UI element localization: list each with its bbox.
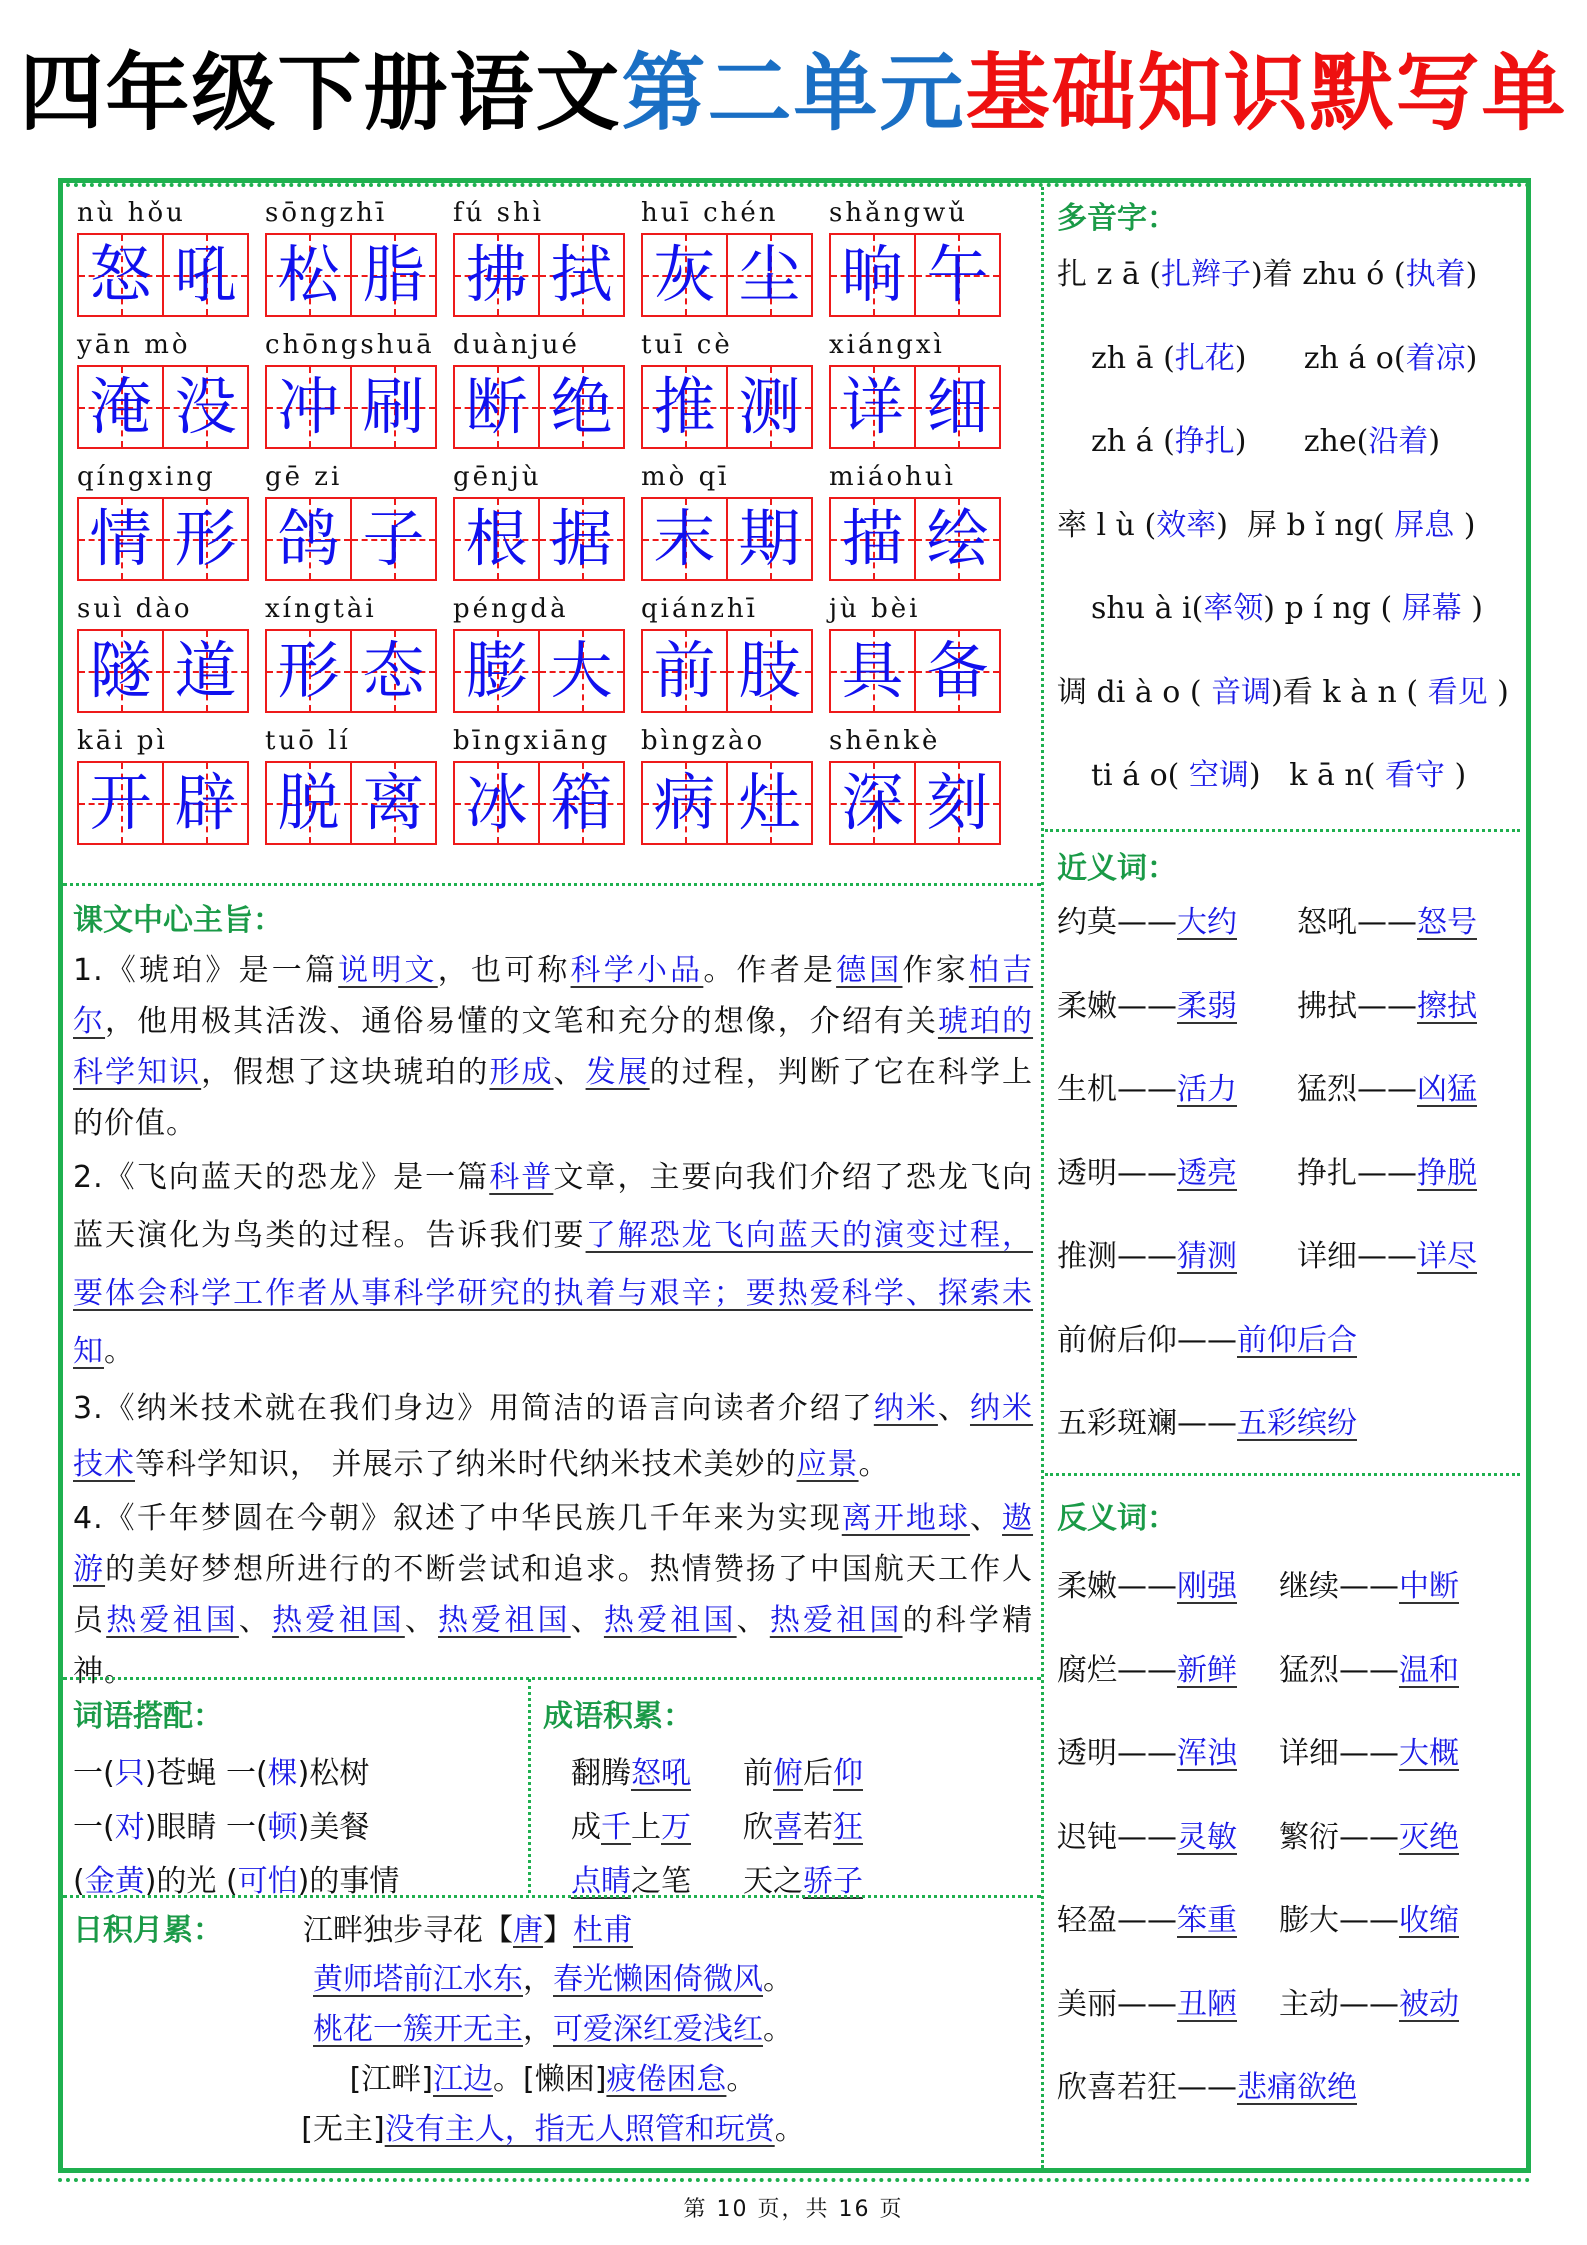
char-box [538, 763, 623, 843]
synonym-row [1057, 1382, 1519, 1466]
hanzi-char: 拂 [465, 238, 528, 311]
right-column [1045, 183, 1525, 2168]
hanzi-char: 膨 [465, 634, 528, 707]
word-collocation [73, 1691, 528, 1909]
title-grade: 四年级下册语文 [19, 44, 622, 142]
char-box [79, 631, 162, 711]
char-box [538, 631, 623, 711]
vocab-item [77, 589, 249, 713]
pinyin-label: duànjué [453, 330, 580, 360]
polyphone-line: 率 l ù (效率) 屏 b ǐ ng( 屏息 ) [1057, 507, 1476, 543]
lesson-summary [73, 895, 1033, 1697]
hanzi-char: 描 [841, 502, 904, 575]
char-box [538, 499, 623, 579]
char-box [350, 631, 435, 711]
pinyin-label: bìngzào [641, 726, 766, 756]
char-box [726, 235, 811, 315]
polyphone-line: 调 di à o ( 音调)看 k à n ( 看见 ) [1057, 674, 1509, 710]
tianzige-grid [265, 233, 437, 317]
vocab-item [453, 457, 625, 581]
word-pair: 主动——被动 [1279, 1986, 1459, 2022]
vocab-item [265, 325, 437, 449]
vocab-item [265, 721, 437, 845]
char-box [162, 499, 247, 579]
poem-title: 江畔独步寻花【 [303, 1913, 513, 1948]
pinyin-label: suì dào [77, 594, 193, 624]
vocab-item [829, 325, 1001, 449]
char-box [831, 499, 914, 579]
polyphone-line: zh ā (扎花) zh á o(着凉) [1091, 340, 1478, 376]
pinyin-label: xíngtài [265, 594, 377, 624]
pinyin-label: qíngxing [77, 462, 216, 492]
tianzige-grid [829, 365, 1001, 449]
char-box [267, 763, 350, 843]
word-pair: 推测——猜测 [1057, 1239, 1237, 1274]
hanzi-char: 前 [653, 634, 716, 707]
tianzige-grid [77, 365, 249, 449]
hanzi-char: 推 [653, 370, 716, 443]
tianzige-grid [453, 365, 625, 449]
hanzi-char: 详 [841, 370, 904, 443]
vocab-item [453, 589, 625, 713]
pinyin-label: qiánzhī [641, 594, 758, 624]
pinyin-label: gē zi [265, 462, 343, 492]
tianzige-grid [265, 761, 437, 845]
char-box [79, 367, 162, 447]
char-box [162, 763, 247, 843]
char-box [455, 235, 538, 315]
char-box [267, 367, 350, 447]
page-title [0, 28, 1587, 158]
hanzi-char: 绝 [550, 370, 613, 443]
pinyin-label: gēnjù [453, 462, 542, 492]
hanzi-char: 子 [362, 502, 425, 575]
hanzi-char: 形 [277, 634, 340, 707]
idiom: 成千上万 [571, 1810, 691, 1845]
hanzi-char: 情 [89, 502, 152, 575]
vocab-item [829, 457, 1001, 581]
collocation-line: 一(对)眼睛 一(顿)美餐 [73, 1810, 370, 1845]
vocab-item [265, 457, 437, 581]
hanzi-char: 吼 [174, 238, 237, 311]
divider [528, 1679, 531, 1893]
char-box [643, 499, 726, 579]
hanzi-char: 灰 [653, 238, 716, 311]
pinyin-label: chōngshuā [265, 330, 435, 360]
pinyin-label: nù hǒu [77, 198, 186, 228]
idiom: 前俯后仰 [743, 1756, 863, 1791]
summary-item-4: 4.《千年梦圆在今朝》叙述了中华民族几千年来为实现离开地球、遨游的美好梦想所进行的不断尝试和追求。热情赞扬了中国航天工作人员热爱祖国、热爱祖国、热爱祖国、热爱祖国、热爱祖国的科学精神。 [73, 1501, 1034, 1689]
pinyin-label: huī chén [641, 198, 779, 228]
word-row [77, 325, 1037, 457]
word-pair: 腐烂——新鲜 [1057, 1652, 1237, 1688]
char-box [538, 367, 623, 447]
word-pair: 挣扎——挣脱 [1297, 1155, 1477, 1191]
word-pair: 繁衍——灭绝 [1279, 1819, 1459, 1855]
hanzi-char: 态 [362, 634, 425, 707]
polyphones-heading: 多音字： [1057, 201, 1177, 236]
char-box [643, 367, 726, 447]
hanzi-char: 没 [174, 370, 237, 443]
tianzige-grid [453, 497, 625, 581]
collocation-heading: 词语搭配： [73, 1699, 223, 1734]
tianzige-grid [641, 497, 813, 581]
word-pair: 膨大——收缩 [1279, 1903, 1459, 1938]
vocab-item [829, 193, 1001, 317]
divider [1045, 1473, 1520, 1476]
hanzi-char: 午 [926, 238, 989, 311]
synonym-row [1057, 1299, 1519, 1383]
tianzige-grid [829, 629, 1001, 713]
pinyin-label: sōngzhī [265, 198, 388, 228]
pinyin-label: tuī cè [641, 330, 733, 360]
pinyin-label: shǎngwǔ [829, 198, 968, 228]
pinyin-label: péngdà [453, 594, 569, 624]
idiom-line [543, 1801, 1038, 1855]
pinyin-label: jù bèi [829, 594, 921, 624]
char-box [350, 499, 435, 579]
hanzi-char: 道 [174, 634, 237, 707]
hanzi-char: 晌 [841, 238, 904, 311]
hanzi-char: 尘 [738, 238, 801, 311]
word-row [77, 193, 1037, 325]
idiom: 点睛之笔 [571, 1864, 691, 1899]
char-box [726, 367, 811, 447]
divider [63, 883, 1041, 886]
antonym-row [1057, 2046, 1519, 2130]
tianzige-grid [641, 761, 813, 845]
char-box [914, 235, 999, 315]
hanzi-char: 深 [841, 766, 904, 839]
antonym-row [1057, 1712, 1519, 1796]
page-number: 第 10 页，共 16 页 [683, 2197, 904, 2222]
hanzi-char: 隧 [89, 634, 152, 707]
tianzige-grid [641, 365, 813, 449]
char-box [162, 631, 247, 711]
title-subject: 基础知识默写单 [965, 44, 1568, 142]
pinyin-label: bīngxiāng [453, 726, 611, 756]
word-pair: 五彩斑斓——五彩缤纷 [1057, 1406, 1357, 1441]
hanzi-char: 肢 [738, 634, 801, 707]
vocab-item [77, 457, 249, 581]
char-box [643, 631, 726, 711]
hanzi-char: 根 [465, 502, 528, 575]
antonym-row [1057, 1796, 1519, 1880]
hanzi-char: 怒 [89, 238, 152, 311]
vocab-item [641, 457, 813, 581]
pinyin-label: tuō lí [265, 726, 351, 756]
vocab-item [829, 589, 1001, 713]
idiom-line [543, 1747, 1038, 1801]
word-pair: 透明——浑浊 [1057, 1736, 1237, 1771]
word-pair: 柔嫩——刚强 [1057, 1569, 1237, 1604]
char-box [538, 235, 623, 315]
char-box [162, 235, 247, 315]
idiom-line [543, 1855, 1038, 1909]
tianzige-grid [453, 629, 625, 713]
char-box [267, 631, 350, 711]
hanzi-char: 松 [277, 238, 340, 311]
tianzige-grid [265, 365, 437, 449]
polyphone-line: zh á (挣扎) zhe(沿着) [1091, 424, 1441, 459]
hanzi-char: 断 [465, 370, 528, 443]
word-pair: 详细——大概 [1279, 1736, 1459, 1771]
vocab-item [77, 721, 249, 845]
hanzi-char: 箱 [550, 766, 613, 839]
tianzige-grid [265, 629, 437, 713]
synonym-row [1057, 1048, 1519, 1132]
char-box [350, 367, 435, 447]
hanzi-char: 刷 [362, 370, 425, 443]
char-box [914, 763, 999, 843]
tianzige-grid [641, 629, 813, 713]
antonym-row [1057, 1879, 1519, 1963]
vocab-item [265, 589, 437, 713]
hanzi-char: 期 [738, 502, 801, 575]
summary-item-3: 3.《纳米技术就在我们身边》用简洁的语言向读者介绍了纳米、纳米技术等科学知识， 并展示了纳米时代纳米技术美妙的应景。 [73, 1391, 1034, 1482]
antonym-row [1057, 1629, 1519, 1713]
tianzige-grid [453, 233, 625, 317]
column-divider [1041, 187, 1044, 2168]
char-box [162, 367, 247, 447]
hanzi-char: 冰 [465, 766, 528, 839]
hanzi-char: 冲 [277, 370, 340, 443]
char-box [267, 499, 350, 579]
char-box [914, 499, 999, 579]
char-box [455, 631, 538, 711]
char-box [455, 499, 538, 579]
hanzi-char: 病 [653, 766, 716, 839]
synonym-row [1057, 881, 1519, 965]
tianzige-grid [829, 233, 1001, 317]
hanzi-char: 大 [550, 634, 613, 707]
title-unit: 第二单元 [621, 44, 966, 142]
idiom: 翻腾怒吼 [571, 1756, 691, 1791]
word-row [77, 589, 1037, 721]
hanzi-char: 淹 [89, 370, 152, 443]
word-pair: 迟钝——灵敏 [1057, 1819, 1237, 1855]
word-pair: 美丽——丑陋 [1057, 1986, 1237, 2022]
char-box [79, 499, 162, 579]
char-box [831, 235, 914, 315]
char-box [79, 235, 162, 315]
hanzi-char: 据 [550, 502, 613, 575]
synonym-row [1057, 1215, 1519, 1299]
char-box [831, 763, 914, 843]
antonym-row [1057, 1963, 1519, 2047]
vocab-item [641, 589, 813, 713]
synonym-row [1057, 1132, 1519, 1216]
daily-accumulation [73, 1907, 1033, 2155]
word-pair: 猛烈——温和 [1279, 1652, 1459, 1688]
summary-item-1: 1.《琥珀》是一篇说明文，也可称科学小品。作者是德国作家柏吉尔，他用极其活泼、通俗易懂的文笔和充分的想像，介绍有关琥珀的科学知识，假想了这块琥珀的形成、发展的过程，判断了它在科学上的价值。 [73, 953, 1034, 1141]
char-box [643, 763, 726, 843]
char-box [914, 631, 999, 711]
polyphone-line: ti á o( 空调) k ā n( 看守 ) [1091, 758, 1467, 793]
hanzi-char: 绘 [926, 502, 989, 575]
left-column [63, 183, 1041, 2168]
word-pair: 欣喜若狂——悲痛欲绝 [1057, 2070, 1357, 2105]
hanzi-char: 拭 [550, 238, 613, 311]
vocab-item [641, 325, 813, 449]
word-pair: 详细——详尽 [1297, 1239, 1477, 1274]
summary-item-2: 2.《飞向蓝天的恐龙》是一篇科普文章，主要向我们介绍了恐龙飞向蓝天演化为鸟类的过程。告诉我们要了解恐龙飞向蓝天的演变过程，要体会科学工作者从事科学研究的执着与艰辛；要热爱科学、探索未知。 [73, 1160, 1034, 1369]
vocab-item [453, 193, 625, 317]
divider [1045, 829, 1520, 832]
hanzi-char: 细 [926, 370, 989, 443]
hanzi-char: 辟 [174, 766, 237, 839]
antonyms-section [1057, 1483, 1519, 2130]
tianzige-grid [641, 233, 813, 317]
collocation-line: 一(只)苍蝇 一(棵)松树 [73, 1756, 370, 1791]
vocab-item [77, 193, 249, 317]
char-box [350, 235, 435, 315]
tianzige-grid [453, 761, 625, 845]
char-box [726, 499, 811, 579]
hanzi-char: 灶 [738, 766, 801, 839]
poem-header: 日积月累： 江畔独步寻花【唐】杜甫 [73, 1907, 1033, 1955]
worksheet-frame [58, 178, 1531, 2173]
char-box [455, 367, 538, 447]
divider [63, 1895, 1041, 1898]
pinyin-label: xiángxì [829, 330, 945, 360]
hanzi-char: 脱 [277, 766, 340, 839]
synonyms-heading: 近义词： [1057, 851, 1177, 886]
tianzige-grid [265, 497, 437, 581]
divider [63, 1677, 1041, 1680]
word-pair: 透明——透亮 [1057, 1155, 1237, 1191]
antonym-row [1057, 1545, 1519, 1629]
pinyin-label: yān mò [77, 330, 191, 360]
idiom: 天之骄子 [743, 1864, 863, 1899]
poem-author: 杜甫 [573, 1913, 633, 1948]
hanzi-char: 开 [89, 766, 152, 839]
vocab-item [453, 721, 625, 845]
word-pair: 前俯后仰——前仰后合 [1057, 1322, 1357, 1358]
collocation-line: (金黄)的光 (可怕)的事情 [73, 1864, 400, 1899]
hanzi-char: 具 [841, 634, 904, 707]
pinyin-label: fú shì [453, 198, 545, 228]
char-box [831, 631, 914, 711]
char-box [79, 763, 162, 843]
char-box [455, 763, 538, 843]
tianzige-grid [77, 497, 249, 581]
hanzi-char: 测 [738, 370, 801, 443]
word-row [77, 457, 1037, 589]
polyphone-line: shu à i(率领) p í ng ( 屏幕 ) [1091, 591, 1483, 626]
char-box [914, 367, 999, 447]
vocab-item [77, 325, 249, 449]
poem-note: [无主]没有主人，指无人照管和玩赏。 [301, 2112, 805, 2147]
word-pair: 约莫——大约 [1057, 905, 1237, 940]
tianzige-grid [77, 761, 249, 845]
char-box [831, 367, 914, 447]
char-box [643, 235, 726, 315]
tianzige-grid [77, 629, 249, 713]
pinyin-label: shēnkè [829, 726, 941, 756]
polyphones-section [1057, 183, 1519, 818]
word-pair: 轻盈——笨重 [1057, 1903, 1237, 1938]
hanzi-char: 鸽 [277, 502, 340, 575]
vocab-item [453, 325, 625, 449]
vocab-item [641, 721, 813, 845]
hanzi-char: 形 [174, 502, 237, 575]
poem-line: 桃花一簇开无主，可爱深红爱浅红。 [313, 2012, 793, 2047]
synonyms-section [1057, 833, 1519, 1466]
word-pair: 生机——活力 [1057, 1072, 1237, 1107]
tianzige-grid [829, 497, 1001, 581]
poem-heading: 日积月累： [73, 1913, 223, 1948]
hanzi-char: 备 [926, 634, 989, 707]
word-row [77, 721, 1037, 853]
tianzige-grid [829, 761, 1001, 845]
vocab-item [641, 193, 813, 317]
poem-note: [江畔]江边。[懒困]疲倦困怠。 [349, 2062, 757, 2097]
pinyin-label: miáohuì [829, 462, 956, 492]
hanzi-char: 离 [362, 766, 425, 839]
word-grid [77, 193, 1037, 853]
hanzi-char: 末 [653, 502, 716, 575]
char-box [726, 763, 811, 843]
idiom: 欣喜若狂 [743, 1810, 863, 1845]
pinyin-label: mò qī [641, 462, 730, 492]
pinyin-label: kāi pì [77, 726, 168, 756]
antonyms-heading: 反义词： [1057, 1501, 1177, 1536]
vocab-item [829, 721, 1001, 845]
word-pair: 猛烈——凶猛 [1297, 1072, 1477, 1107]
polyphone-line: 扎 z ā (扎辫子)着 zhu ó (执着) [1057, 257, 1478, 292]
vocab-item [265, 193, 437, 317]
word-pair: 怒吼——怒号 [1297, 905, 1477, 940]
char-box [350, 763, 435, 843]
idioms-heading: 成语积累： [543, 1699, 693, 1734]
idiom-accumulation [543, 1691, 1038, 1909]
tianzige-grid [77, 233, 249, 317]
poem-line: 黄师塔前江水东，春光懒困倚微风。 [313, 1962, 793, 1997]
char-box [726, 631, 811, 711]
char-box [267, 235, 350, 315]
word-pair: 继续——中断 [1279, 1569, 1459, 1604]
word-pair: 拂拭——擦拭 [1297, 988, 1477, 1024]
summary-heading: 课文中心主旨： [73, 903, 283, 938]
poem-dynasty: 唐 [513, 1913, 543, 1948]
synonym-row [1057, 965, 1519, 1049]
hanzi-char: 脂 [362, 238, 425, 311]
word-pair: 柔嫩——柔弱 [1057, 988, 1237, 1024]
hanzi-char: 刻 [926, 766, 989, 839]
